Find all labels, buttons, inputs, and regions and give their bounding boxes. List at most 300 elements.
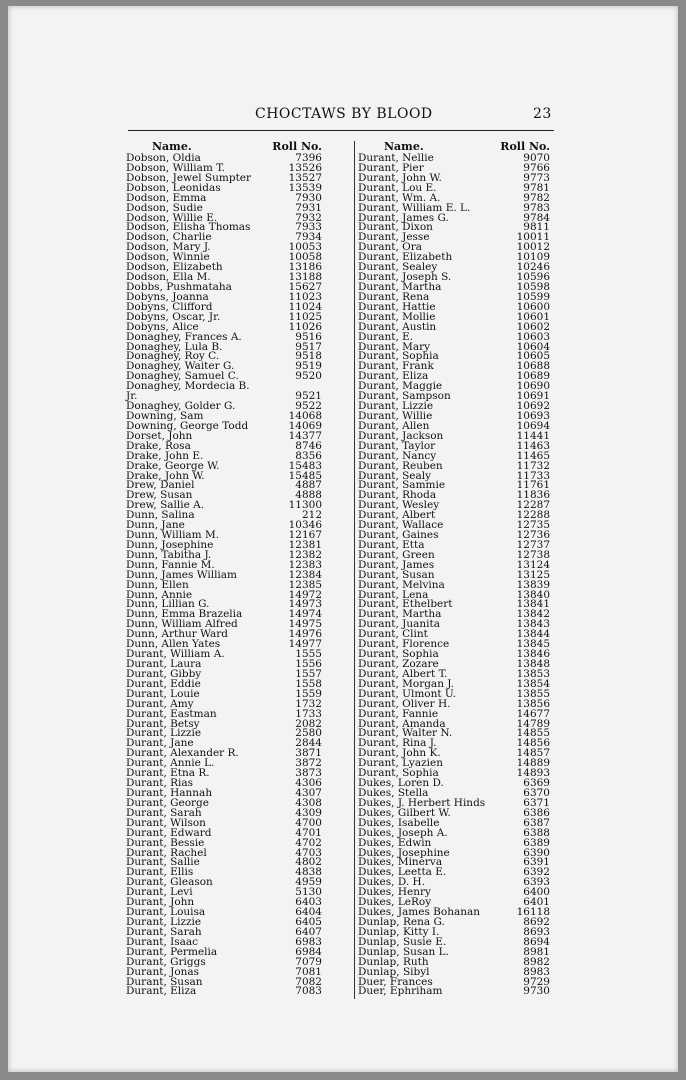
member-name: Dukes, Minerva	[358, 856, 443, 869]
roll-number: 13856	[516, 697, 550, 710]
member-name: Durant, Sallie	[126, 856, 200, 869]
member-name: Durant, Griggs	[126, 955, 206, 968]
roll-number: 10599	[516, 290, 550, 303]
roll-number: 4700	[295, 816, 322, 829]
member-name: Durant, Jackson	[358, 429, 444, 442]
roll-number: 12385	[288, 578, 322, 591]
member-name: Durant, Wallace	[358, 519, 444, 532]
member-name: Durant, Rias	[126, 777, 194, 790]
roll-number: 6401	[523, 896, 550, 909]
member-name: Durant, Lizzie	[358, 400, 434, 413]
member-name: Durant, Lyazien	[358, 757, 443, 770]
member-name: Dukes, Henry	[358, 886, 431, 899]
roll-number: 7931	[295, 201, 322, 214]
roll-number: 11761	[516, 479, 550, 492]
member-name: Dodson, Emma	[126, 191, 207, 204]
roll-number: 11441	[516, 429, 550, 442]
roll-number: 13843	[516, 618, 550, 631]
header-rule	[128, 130, 554, 131]
roll-number: 4309	[295, 806, 322, 819]
member-name: Durant, Florence	[358, 638, 450, 651]
roll-number: 14857	[516, 747, 550, 760]
left-rows	[126, 153, 322, 996]
roll-number: 10596	[516, 271, 550, 284]
roll-number: 6404	[295, 906, 322, 919]
roll-number: 13125	[516, 568, 550, 581]
roll-number: 1559	[295, 687, 322, 700]
member-name: Durant, Alexander R.	[126, 747, 239, 760]
roll-number: 11732	[516, 459, 550, 472]
member-name: Durant, Laura	[126, 658, 202, 671]
member-name: Dunlap, Ruth	[358, 955, 429, 968]
roll-number: 4702	[295, 836, 322, 849]
member-name: Dukes, Joseph A.	[358, 826, 448, 839]
member-name: Duer, Ephriham	[358, 985, 443, 998]
member-name: Durant, Austin	[358, 320, 437, 333]
member-name: Dunlap, Kitty I.	[358, 925, 440, 938]
member-name: Drake, Rosa	[126, 439, 191, 452]
roll-number: 9784	[523, 211, 550, 224]
roll-number: 9519	[295, 360, 322, 373]
member-name: Donaghey, Samuel C.	[126, 370, 239, 383]
member-name: Durant, John K.	[358, 747, 441, 760]
member-name: Durant, Jonas	[126, 965, 200, 978]
roll-number: 10598	[516, 280, 550, 293]
roll-number: 6392	[523, 866, 550, 879]
member-name: Durant, Lena	[358, 588, 429, 601]
member-name: Dunn, William Alfred	[126, 618, 238, 631]
roll-number: 14789	[516, 717, 550, 730]
member-name: Durant, E.	[358, 330, 414, 343]
roll-number: 15485	[288, 469, 322, 482]
roll-number: 9730	[523, 985, 550, 998]
roll-number: 9520	[295, 370, 322, 383]
roll-number: 10690	[516, 380, 550, 393]
member-name: Durant, Mary	[358, 340, 431, 353]
roll-number: 10693	[516, 409, 550, 422]
roll-number: 10011	[516, 231, 550, 244]
member-name: Dodson, Elisha Thomas	[126, 221, 251, 234]
roll-number: 6407	[295, 925, 322, 938]
roll-number: 6389	[523, 836, 550, 849]
roll-number: 6403	[295, 896, 322, 909]
roll-number: 212	[301, 509, 322, 522]
roll-number: 13848	[516, 658, 550, 671]
roll-number: 14855	[516, 727, 550, 740]
roll-number: 13846	[516, 648, 550, 661]
roll-number: 8356	[295, 449, 322, 462]
roll-number: 14377	[288, 429, 322, 442]
member-name: Dodson, Elizabeth	[126, 261, 223, 274]
member-name: Dobson, Jewel Sumpter	[126, 171, 252, 184]
member-name: Durant, Sophia	[358, 648, 439, 661]
member-name: Durant, Joseph S.	[358, 271, 452, 284]
member-name: Durant, Ethelbert	[358, 598, 453, 611]
member-name: Durant, Frank	[358, 360, 434, 373]
roll-number: 7396	[295, 152, 322, 164]
member-name: Dunn, Fannie M.	[126, 558, 215, 571]
member-name: Durant, George	[126, 796, 209, 809]
roll-number: 11023	[288, 290, 322, 303]
member-name: Durant, Sammie	[358, 479, 446, 492]
member-name: Durant, Jesse	[358, 231, 430, 244]
member-name: Durant, Lizzie	[126, 727, 202, 740]
roll-number: 2580	[295, 727, 322, 740]
member-name: Dobson, Leonidas	[126, 181, 221, 194]
roll-number: 10012	[516, 241, 550, 254]
member-name: Dorset, John	[126, 429, 193, 442]
roll-number: 9070	[523, 152, 550, 164]
member-name: Dukes, James Bohanan	[358, 906, 481, 919]
roll-number: 12735	[516, 519, 550, 532]
member-name: Durant, Annie L.	[126, 757, 215, 770]
member-name: Dunlap, Sibyl	[358, 965, 430, 978]
member-name: Durant, Wilson	[126, 816, 206, 829]
member-name: Durant, Allen	[358, 419, 430, 432]
roll-number: 12167	[288, 529, 322, 542]
roll-number: 13854	[516, 677, 550, 690]
member-name: Drew, Susan	[126, 489, 193, 502]
member-name: Durant, Etna R.	[126, 767, 210, 780]
roll-number: 4888	[295, 489, 322, 502]
roll-number: 14069	[288, 419, 322, 432]
roll-number: 8981	[523, 945, 550, 958]
roll-number: 10689	[516, 370, 550, 383]
member-name: Durant, Hattie	[358, 300, 436, 313]
roll-number: 6370	[523, 787, 550, 799]
member-name: Durant, Green	[358, 548, 435, 561]
roll-number: 13188	[288, 271, 322, 284]
roll-number: 8746	[295, 439, 322, 452]
member-name: Drake, John E.	[126, 449, 204, 462]
roll-number: 8694	[523, 935, 550, 948]
member-name: Durant, Sampson	[358, 390, 451, 403]
member-name: Durant, Sarah	[126, 925, 202, 938]
name-header: Name.	[152, 140, 192, 153]
roll-number: 11026	[288, 320, 322, 333]
roll-number: 14975	[288, 618, 322, 631]
roll-number: 4838	[295, 866, 322, 879]
member-name: Dodson, Sudie	[126, 201, 203, 214]
member-name: Durant, Sealey	[358, 261, 438, 274]
member-name: Durant, Susan	[126, 975, 203, 988]
member-name: Durant, Etta	[358, 538, 425, 551]
roll-number: 14977	[288, 638, 322, 651]
member-name: Durant, Morgan J.	[358, 677, 455, 690]
member-name: Durant, Rachel	[126, 846, 207, 859]
member-name: Donaghey, Roy C.	[126, 350, 220, 363]
member-name: Durant, William A.	[126, 648, 225, 661]
member-name: Durant, Clint	[358, 628, 428, 641]
roll-number: 14856	[516, 737, 550, 750]
member-name: Durant, Albert	[358, 509, 436, 522]
roll-number: 13855	[516, 687, 550, 700]
roll-number: 7079	[295, 955, 322, 968]
roll-number: 6371	[523, 796, 550, 809]
member-name: Durant, Melvina	[358, 578, 445, 591]
member-name: Durant, Wm. A.	[358, 191, 441, 204]
roll-number: 13124	[516, 558, 550, 571]
roll-number: 14973	[288, 598, 322, 611]
roll-number: 4887	[295, 479, 322, 492]
member-name: Dunlap, Rena G.	[358, 915, 445, 928]
page-title: CHOCTAWS BY BLOOD	[255, 106, 433, 122]
roll-number: 12382	[288, 548, 322, 561]
roll-number: 10600	[516, 300, 550, 313]
member-name: Dunn, Allen Yates	[126, 638, 221, 651]
member-name: Dunn, James William	[126, 568, 238, 581]
roll-row	[126, 461, 322, 471]
member-name: Dukes, Loren D.	[358, 777, 444, 790]
roll-number: 13839	[516, 578, 550, 591]
roll-number: 11733	[516, 469, 550, 482]
roll-number: 14677	[516, 707, 550, 720]
member-name: Durant, Betsy	[126, 717, 200, 730]
member-name: Dukes, Gilbert W.	[358, 806, 451, 819]
member-name: Durant, Nancy	[358, 449, 437, 462]
roll-number: 9773	[523, 171, 550, 184]
roll-number: 1558	[295, 677, 322, 690]
member-name: Durant, Taylor	[358, 439, 436, 452]
member-name: Dukes, Leetta E.	[358, 866, 447, 879]
member-name: Durant, William E. L.	[358, 201, 471, 214]
roll-number: 10346	[288, 519, 322, 532]
roll-number: 6983	[295, 935, 322, 948]
roll-number: 6400	[523, 886, 550, 899]
member-name: Durant, Eliza	[358, 370, 429, 383]
page-number: 23	[533, 106, 552, 122]
member-name: Durant, Pier	[358, 161, 424, 174]
member-name: Downing, Sam	[126, 409, 204, 422]
roll-number: 4959	[295, 876, 322, 889]
roll-number: 6393	[523, 876, 550, 889]
member-name: Durant, Amanda	[358, 717, 446, 730]
roll-number: 16118	[516, 906, 550, 919]
member-name: Durant, Louisa	[126, 906, 206, 919]
roll-number: 14889	[516, 757, 550, 770]
roll-number: 6369	[523, 777, 550, 790]
roll-number: 14972	[288, 588, 322, 601]
member-name: Durant, Sophia	[358, 767, 439, 780]
roll-number: 10058	[288, 251, 322, 264]
member-name: Dobson, William T.	[126, 161, 226, 174]
roll-number: 6391	[523, 856, 550, 869]
member-name: Durant, Ora	[358, 241, 423, 254]
roll-number: 10053	[288, 241, 322, 254]
member-name: Durant, Albert T.	[358, 667, 448, 680]
roll-number: 9783	[523, 201, 550, 214]
member-name: Drew, Sallie A.	[126, 499, 205, 512]
member-name: Durant, Walter N.	[358, 727, 453, 740]
member-name: Dobyns, Alice	[126, 320, 199, 333]
member-name: Dukes, LeRoy	[358, 896, 432, 909]
roll-number: 3872	[295, 757, 322, 770]
roll-number: 13527	[288, 171, 322, 184]
member-name: Durant, Jane	[126, 737, 194, 750]
roll-number: 13844	[516, 628, 550, 641]
member-name: Dunn, Jane	[126, 519, 185, 532]
member-name: Donaghey, Lula B.	[126, 340, 223, 353]
roll-number: 4307	[295, 787, 322, 799]
member-name: Durant, Isaac	[126, 935, 199, 948]
roll-number: 15483	[288, 459, 322, 472]
roll-header: Roll No.	[272, 140, 322, 153]
roll-number: 12738	[516, 548, 550, 561]
roll-number: 4306	[295, 777, 322, 790]
member-name: Durant, Oliver H.	[358, 697, 451, 710]
page-header	[8, 106, 678, 126]
roll-number: 9811	[523, 221, 550, 234]
roll-number: 7081	[295, 965, 322, 978]
roll-number: 8983	[523, 965, 550, 978]
roll-number: 6388	[523, 826, 550, 839]
member-name: Donaghey, Mordecia B.	[126, 380, 250, 393]
member-name: Durant, Maggie	[358, 380, 443, 393]
roll-number: 13845	[516, 638, 550, 651]
roll-number: 9522	[295, 400, 322, 413]
member-name: Durant, John	[126, 896, 195, 909]
member-name: Durant, Amy	[126, 697, 194, 710]
right-rows	[358, 153, 550, 996]
roll-number: 10688	[516, 360, 550, 373]
member-name: Dunn, Lillian G.	[126, 598, 210, 611]
roll-number: 12287	[516, 499, 550, 512]
roll-number: 8693	[523, 925, 550, 938]
roll-number: 14893	[516, 767, 550, 780]
roll-number: 14068	[288, 409, 322, 422]
member-name: Dodson, Charlie	[126, 231, 212, 244]
name-header: Name.	[384, 140, 424, 153]
roll-number: 13539	[288, 181, 322, 194]
member-name: Dukes, Josephine	[358, 846, 450, 859]
member-name: Dukes, Stella	[358, 787, 429, 799]
member-name: Durant, Zozare	[358, 658, 439, 671]
member-name: Dukes, J. Herbert Hinds	[358, 796, 486, 809]
roll-header: Roll No.	[500, 140, 550, 153]
roll-number: 10605	[516, 350, 550, 363]
member-name: Durant, James G.	[358, 211, 449, 224]
roll-number: 6387	[523, 816, 550, 829]
member-name: Durant, Levi	[126, 886, 193, 899]
member-name: Dobyns, Joanna	[126, 290, 209, 303]
roll-number: 12736	[516, 529, 550, 542]
roll-number: 9766	[523, 161, 550, 174]
roll-number: 11300	[288, 499, 322, 512]
roll-number: 10603	[516, 330, 550, 343]
roll-number: 11465	[516, 449, 550, 462]
roll-number: 14976	[288, 628, 322, 641]
member-name: Dobbs, Pushmataha	[126, 280, 232, 293]
roll-number: 7934	[295, 231, 322, 244]
member-name: Durant, Elizabeth	[358, 251, 453, 264]
member-name: Dunn, Ellen	[126, 578, 189, 591]
member-name: Duer, Frances	[358, 975, 433, 988]
member-name: Dunn, Arthur Ward	[126, 628, 228, 641]
member-name: Dodson, Winnie	[126, 251, 210, 264]
roll-number: 2082	[295, 717, 322, 730]
roll-number: 9518	[295, 350, 322, 363]
member-name: Durant, Louie	[126, 687, 200, 700]
roll-number: 13840	[516, 588, 550, 601]
member-name: Durant, Reuben	[358, 459, 443, 472]
roll-number: 1555	[295, 648, 322, 661]
roll-number: 1732	[295, 697, 322, 710]
member-name: Durant, Gaines	[358, 529, 439, 542]
member-name: Durant, Susan	[358, 568, 435, 581]
member-name: Durant, Eddie	[126, 677, 201, 690]
member-name: Dunlap, Susie E.	[358, 935, 447, 948]
member-name: Drew, Daniel	[126, 479, 195, 492]
roll-number: 11025	[288, 310, 322, 323]
roll-number: 10691	[516, 390, 550, 403]
roll-number: 14974	[288, 608, 322, 621]
left-column	[126, 141, 322, 996]
roll-row	[126, 986, 322, 996]
roll-number: 1557	[295, 667, 322, 680]
roll-number: 6984	[295, 945, 322, 958]
roll-number: 10694	[516, 419, 550, 432]
roll-number: 6390	[523, 846, 550, 859]
member-name: Durant, Ulmont U.	[358, 687, 457, 700]
member-name: Dukes, Isabelle	[358, 816, 440, 829]
member-name: Durant, Wesley	[358, 499, 440, 512]
member-name: Durant, Gibby	[126, 667, 202, 680]
member-name: Durant, Eastman	[126, 707, 217, 720]
member-name: Durant, Bessie	[126, 836, 205, 849]
member-name: Durant, Ellis	[126, 866, 194, 879]
member-name: Durant, Lou E.	[358, 181, 437, 194]
roll-number: 8692	[523, 915, 550, 928]
roll-number: 7933	[295, 221, 322, 234]
member-name: Durant, Lizzie	[126, 915, 202, 928]
roll-number: 6405	[295, 915, 322, 928]
roll-number: 12381	[288, 538, 322, 551]
roll-number: 4308	[295, 796, 322, 809]
roll-number: 3873	[295, 767, 322, 780]
member-name: Drake, John W.	[126, 469, 205, 482]
member-name: Durant, Sophia	[358, 350, 439, 363]
roll-number: 9729	[523, 975, 550, 988]
member-name: Durant, John W.	[358, 171, 442, 184]
roll-number: 10692	[516, 400, 550, 413]
member-name: Durant, Rena	[358, 290, 430, 303]
roll-number: 10109	[516, 251, 550, 264]
roll-number: 11463	[516, 439, 550, 452]
member-name: Durant, Nellie	[358, 152, 434, 164]
member-name: Durant, Martha	[358, 608, 442, 621]
roll-number: 4703	[295, 846, 322, 859]
member-name: Durant, Rhoda	[358, 489, 437, 502]
roll-number: 9517	[295, 340, 322, 353]
roll-number: 13526	[288, 161, 322, 174]
roll-row	[126, 381, 322, 391]
member-name: Dunn, Salina	[126, 509, 195, 522]
roll-row	[358, 461, 550, 471]
member-name: Durant, Permelia	[126, 945, 218, 958]
roll-number: 9516	[295, 330, 322, 343]
member-name: Durant, Sarah	[126, 806, 202, 819]
roll-number: 5130	[295, 886, 322, 899]
roll-number: 12288	[516, 509, 550, 522]
roll-number: 12737	[516, 538, 550, 551]
roll-number: 13853	[516, 667, 550, 680]
member-name: Jr.	[126, 390, 138, 403]
member-name: Durant, Edward	[126, 826, 212, 839]
member-name: Dunn, Emma Brazelia	[126, 608, 243, 621]
roll-number: 9782	[523, 191, 550, 204]
roll-number: 13842	[516, 608, 550, 621]
member-name: Dukes, Edwin	[358, 836, 432, 849]
